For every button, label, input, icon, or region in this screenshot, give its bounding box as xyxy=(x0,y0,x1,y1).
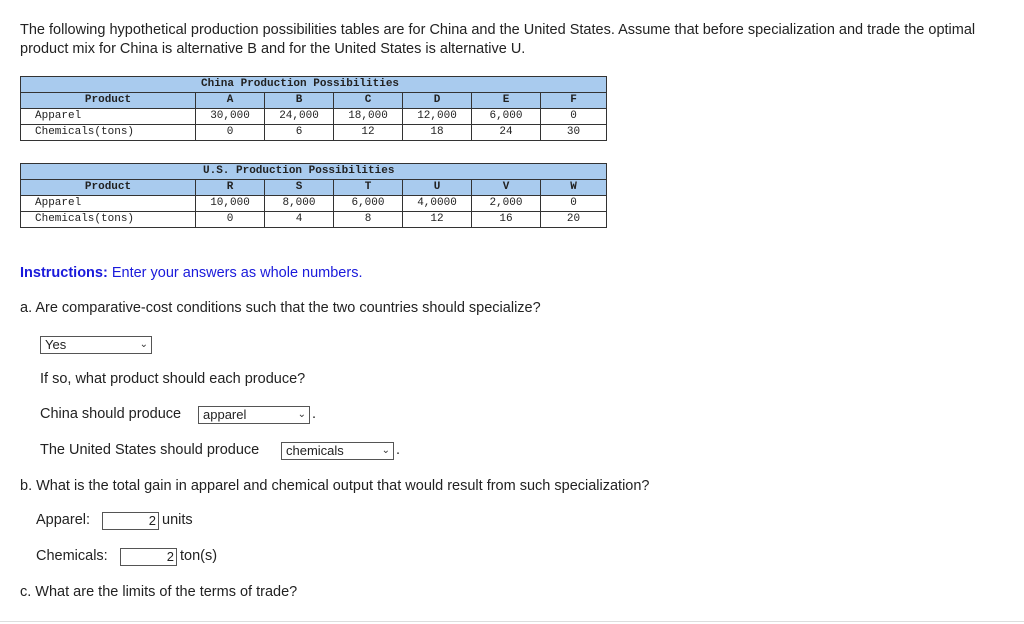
table-cell: 20 xyxy=(541,212,607,228)
table-cell: 18,000 xyxy=(334,109,403,125)
question-b: b. What is the total gain in apparel and chemical output that would result from such specialization? xyxy=(20,478,650,494)
table-title: U.S. Production Possibilities xyxy=(21,164,607,180)
row-label: Apparel xyxy=(21,196,196,212)
china-produce-value: apparel xyxy=(203,407,247,422)
column-header: B xyxy=(265,93,334,109)
column-header: T xyxy=(334,180,403,196)
table-row xyxy=(21,109,607,125)
row-label: Apparel xyxy=(21,109,196,125)
table-cell: 24,000 xyxy=(265,109,334,125)
apparel-unit: units xyxy=(162,512,193,528)
table-cell: 2,000 xyxy=(472,196,541,212)
column-header: C xyxy=(334,93,403,109)
us-produce-value: chemicals xyxy=(286,443,344,458)
table-cell: 4,0000 xyxy=(403,196,472,212)
table-cell: 12 xyxy=(334,125,403,141)
chemicals-input[interactable]: 2 xyxy=(120,548,177,566)
column-header: F xyxy=(541,93,607,109)
chevron-down-icon: ⌄ xyxy=(381,445,390,456)
instructions-label: Instructions: xyxy=(20,265,108,281)
product-header: Product xyxy=(21,93,196,109)
table-row xyxy=(21,212,607,228)
table-cell: 24 xyxy=(472,125,541,141)
table-cell: 12,000 xyxy=(403,109,472,125)
question-c: c. What are the limits of the terms of trade? xyxy=(20,584,298,600)
table-cell: 4 xyxy=(265,212,334,228)
chemicals-label: Chemicals: xyxy=(36,548,108,564)
column-header: V xyxy=(472,180,541,196)
chevron-down-icon: ⌄ xyxy=(297,409,306,420)
table-cell: 16 xyxy=(472,212,541,228)
table-row xyxy=(21,196,607,212)
answer-a-select[interactable] xyxy=(40,336,152,354)
table-cell: 6,000 xyxy=(334,196,403,212)
column-header: D xyxy=(403,93,472,109)
us-produce-label: The United States should produce xyxy=(40,442,260,458)
answer-a-value: Yes xyxy=(45,337,67,352)
column-header: A xyxy=(196,93,265,109)
table-cell: 8,000 xyxy=(265,196,334,212)
column-header: U xyxy=(403,180,472,196)
chemicals-unit: ton(s) xyxy=(180,548,218,564)
period: . xyxy=(396,442,401,458)
period: . xyxy=(312,406,317,422)
divider xyxy=(0,621,1024,622)
instructions xyxy=(20,265,362,281)
column-header: R xyxy=(196,180,265,196)
chevron-down-icon: ⌄ xyxy=(139,339,148,350)
instructions-text: Enter your answers as whole numbers. xyxy=(107,265,363,281)
if-so-question: If so, what product should each produce? xyxy=(40,371,306,387)
question-a: a. Are comparative-cost conditions such that the two countries should specialize? xyxy=(20,300,541,316)
row-label: Chemicals(tons) xyxy=(21,212,196,228)
apparel-input[interactable]: 2 xyxy=(102,512,159,530)
table-cell: 30 xyxy=(541,125,607,141)
table-cell: 6 xyxy=(265,125,334,141)
column-header: E xyxy=(472,93,541,109)
china-produce-select[interactable] xyxy=(198,406,310,424)
table-cell: 8 xyxy=(334,212,403,228)
table-title: China Production Possibilities xyxy=(21,77,607,93)
table-cell: 0 xyxy=(541,109,607,125)
product-header: Product xyxy=(21,180,196,196)
table-cell: 6,000 xyxy=(472,109,541,125)
us-production-table xyxy=(20,163,607,228)
column-header: S xyxy=(265,180,334,196)
column-header: W xyxy=(541,180,607,196)
intro-text: The following hypothetical production possibilities tables are for China and the United States. Assume that before specialization and trade the optimal product mix for China is alternative B and for the United States is alternative U. xyxy=(20,22,976,57)
table-row xyxy=(21,125,607,141)
table-cell: 10,000 xyxy=(196,196,265,212)
table-cell: 0 xyxy=(196,212,265,228)
apparel-label: Apparel: xyxy=(36,512,91,528)
us-produce-select[interactable] xyxy=(281,442,394,460)
china-production-table xyxy=(20,76,607,141)
table-cell: 0 xyxy=(541,196,607,212)
table-cell: 30,000 xyxy=(196,109,265,125)
row-label: Chemicals(tons) xyxy=(21,125,196,141)
table-cell: 0 xyxy=(196,125,265,141)
table-cell: 12 xyxy=(403,212,472,228)
table-cell: 18 xyxy=(403,125,472,141)
china-produce-label: China should produce xyxy=(40,406,182,422)
